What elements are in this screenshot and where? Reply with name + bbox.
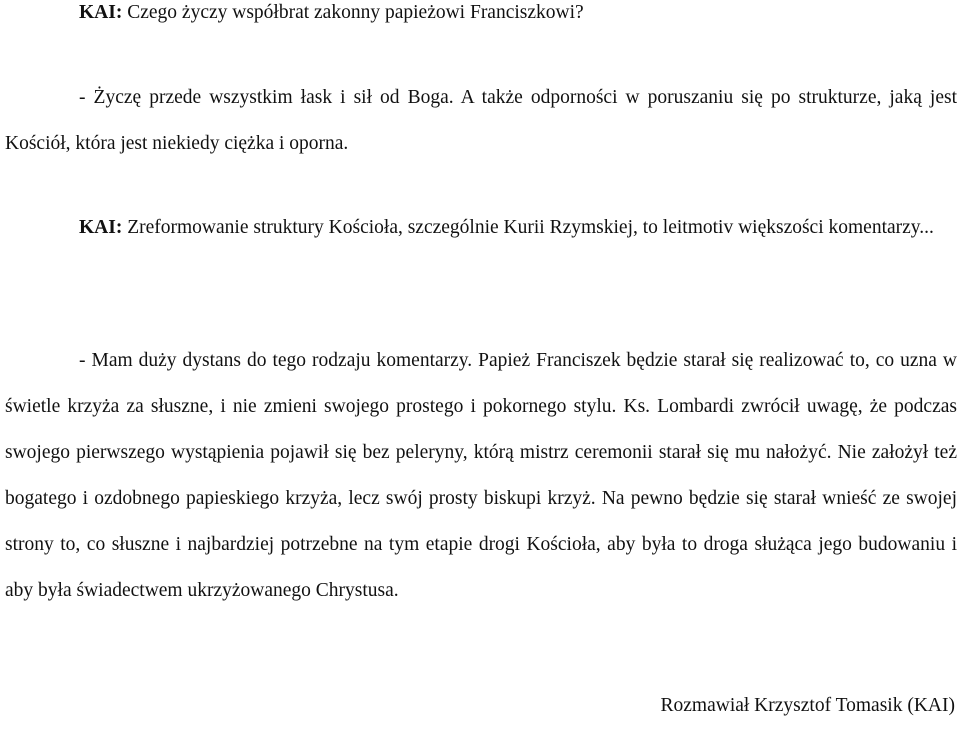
question-text: Zreformowanie struktury Kościoła, szczególnie Kurii Rzymskiej, to leitmotiv większości komentarzy... (122, 217, 934, 238)
question-paragraph-2 (5, 205, 957, 251)
answer-paragraph-1: - Życzę przede wszystkim łask i sił od Boga. A także odporności w poruszaniu się po strukturze, jaką jest Kościół, która jest niekiedy ciężka i oporna. (5, 87, 957, 154)
answer-paragraph-2: - Mam duży dystans do tego rodzaju komentarzy. Papież Franciszek będzie starał się realizować to, co uzna w świetle krzyża za słuszne, i nie zmieni swojego prostego i pokornego stylu. Ks. Lombardi zwrócił uwagę, że podczas swojego pierwszego wystąpienia pojawił się bez peleryny, którą mistrz ceremonii starał się mu nałożyć. Nie założył też bogatego i ozdobnego papieskiego krzyża, lecz swój prosty biskupi krzyż. Na pewno będzie się starał wnieść ze swojej strony to, co słuszne i najbardziej potrzebne na tym etapie drogi Kościoła, aby była to droga służąca jego budowaniu i aby była świadectwem ukrzyżowanego Chrystusa. (5, 350, 957, 601)
kai-label: KAI: (79, 217, 123, 238)
question-paragraph-1 (5, 0, 957, 36)
kai-label: KAI: (79, 2, 123, 23)
question-text: Czego życzy współbrat zakonny papieżowi Franciszkowi? (122, 2, 584, 23)
signature-line: Rozmawiał Krzysztof Tomasik (KAI) (660, 695, 955, 716)
